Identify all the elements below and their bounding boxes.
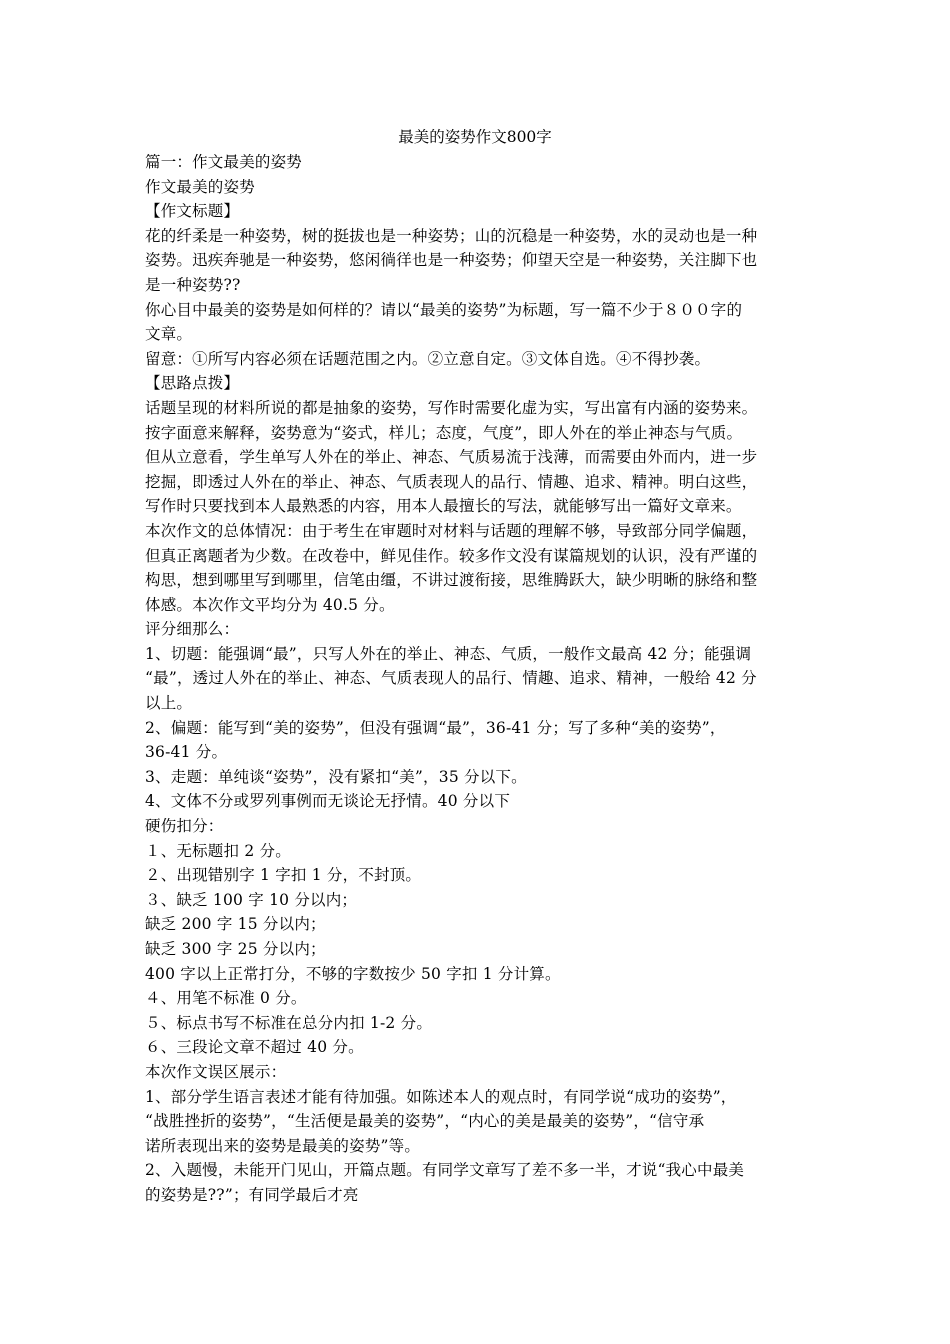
text-line: ５、标点书写不标准在总分内扣 1-2 分。 xyxy=(145,1013,433,1032)
text-line: ２、出现错别字 1 字扣 1 分，不封顶。 xyxy=(145,866,422,885)
text-line: 1、切题：能强调“最”，只写人外在的举止、神态、气质，一般作文最高 42 分；能强调 xyxy=(145,644,752,663)
text-line: 【思路点拨】 xyxy=(145,374,240,393)
text-line: “战胜挫折的姿势”，“生活便是最美的姿势”，“内心的美是最美的姿势”，“信守承 xyxy=(145,1112,705,1131)
text-line: 文章。 xyxy=(145,325,193,344)
text-line: 话题呈现的材料所说的都是抽象的姿势，写作时需要化虚为实，写出富有内涵的姿势来。 xyxy=(145,398,758,417)
text-line: 体感。本次作文平均分为 40.5 分。 xyxy=(145,595,395,614)
text-line: 本次作文的总体情况：由于考生在审题时对材料与话题的理解不够，导致部分同学偏题， xyxy=(145,521,758,540)
text-line: 缺乏 200 字 15 分以内； xyxy=(145,915,326,934)
text-line: 评分细那么： xyxy=(145,620,240,639)
text-line: 400 字以上正常打分，不够的字数按少 50 字扣 1 分计算。 xyxy=(145,964,561,983)
text-line: １、无标题扣 2 分。 xyxy=(145,841,291,860)
text-line: 硬伤扣分： xyxy=(145,817,224,836)
text-line: 按字面意来解释，姿势意为“姿式，样儿；态度，气度”，即人外在的举止神态与气质。 xyxy=(145,423,743,442)
text-line: 你心目中最美的姿势是如何样的？请以“最美的姿势”为标题，写一篇不少于８００字的 xyxy=(145,300,743,319)
text-line: 作文最美的姿势 xyxy=(145,177,255,196)
text-line: 姿势。迅疾奔驰是一种姿势，悠闲徜徉也是一种姿势；仰望天空是一种姿势，关注脚下也 xyxy=(145,251,758,270)
text-line: 36-41 分。 xyxy=(145,743,228,762)
text-line: ４、用笔不标准 0 分。 xyxy=(145,989,307,1008)
text-line: 【作文标题】 xyxy=(145,202,240,221)
text-line: 4、文体不分或罗列事例而无谈论无抒情。40 分以下 xyxy=(145,792,511,811)
text-line: 以上。 xyxy=(145,694,193,713)
text-line: 但真正离题者为少数。在改卷中，鲜见佳作。较多作文没有谋篇规划的认识，没有严谨的 xyxy=(145,546,758,565)
text-line: 留意：①所写内容必须在话题范围之内。②立意自定。③文体自选。④不得抄袭。 xyxy=(145,349,711,368)
text-line: 构思，想到哪里写到哪里，信笔由缰，不讲过渡衔接，思维腾跃大，缺少明晰的脉络和整 xyxy=(145,571,758,590)
text-line: 写作时只要找到本人最熟悉的内容，用本人最擅长的写法，就能够写出一篇好文章来。 xyxy=(145,497,742,516)
text-line: 2、入题慢，未能开门见山，开篇点题。有同学文章写了差不多一半，才说“我心中最美 xyxy=(145,1161,745,1180)
text-line: 挖掘，即透过人外在的举止、神态、气质表现人的品行、情趣、追求、精神。明白这些， xyxy=(145,472,758,491)
text-line: “最”，透过人外在的举止、神态、气质表现人的品行、情趣、追求、精神，一般给 42 分 xyxy=(145,669,757,688)
text-line: 篇一：作文最美的姿势 xyxy=(145,153,303,171)
document-body xyxy=(145,150,817,1208)
text-line: 花的纤柔是一种姿势，树的挺拔也是一种姿势；山的沉稳是一种姿势，水的灵动也是一种 xyxy=(145,226,758,245)
text-line: 3、走题：单纯谈“姿势”，没有紧扣“美”，35 分以下。 xyxy=(145,767,527,786)
text-line: 的姿势是??”；有同学最后才亮 xyxy=(145,1185,359,1204)
text-line: 2、偏题：能写到“美的姿势”，但没有强调“最”，36-41 分；写了多种“美的姿势”， xyxy=(145,718,726,737)
text-line: 但从立意看，学生单写人外在的举止、神态、气质易流于浅薄，而需要由外而内，进一步 xyxy=(145,448,758,467)
text-line: ６、三段论文章不超过 40 分。 xyxy=(145,1038,364,1057)
text-line: 缺乏 300 字 25 分以内； xyxy=(145,940,326,958)
text-line: ３、缺乏 100 字 10 分以内； xyxy=(145,890,358,909)
text-line: 本次作文误区展示： xyxy=(145,1062,287,1081)
text-line: 1、部分学生语言表述才能有待加强。如陈述本人的观点时，有同学说“成功的姿势”， xyxy=(145,1087,737,1106)
text-line: 诺所表现出来的姿势是最美的姿势”等。 xyxy=(145,1136,421,1155)
document-title: 最美的姿势作文800字 xyxy=(398,128,552,146)
text-line: 是一种姿势?? xyxy=(145,275,241,294)
